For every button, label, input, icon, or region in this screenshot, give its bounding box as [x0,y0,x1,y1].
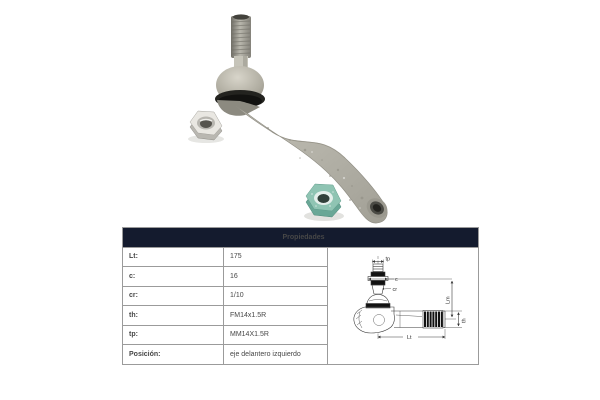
property-label: c: [123,267,224,287]
dim-label-lt: Lt [407,334,412,341]
dim-label-cr: cr [392,286,398,293]
property-value: eje delantero izquierdo [224,345,328,365]
property-value: FM14x1.5R [224,306,328,326]
property-label: Posición: [123,345,224,365]
lock-nut-teal [306,184,341,217]
dimension-diagram-cell [328,247,479,364]
property-label: th: [123,306,224,326]
dimension-diagram [334,248,483,362]
dim-label-th: th [461,317,468,323]
property-row [123,247,479,267]
table-header: Propiedades [123,228,479,248]
table-header-row [123,228,479,248]
dim-label-lm: Lm [445,295,452,304]
property-value: MM14X1.5R [224,325,328,345]
property-value: 175 [224,247,328,267]
property-value: 16 [224,267,328,287]
properties-table [122,227,479,365]
dim-label-tp: tp [385,256,391,262]
dim-label-c: c [395,276,398,283]
property-label: Lt: [123,247,224,267]
lock-nut-silver [190,111,222,140]
ball-housing [215,66,265,116]
property-label: cr: [123,286,224,306]
property-value: 1/10 [224,286,328,306]
property-label: tp: [123,325,224,345]
